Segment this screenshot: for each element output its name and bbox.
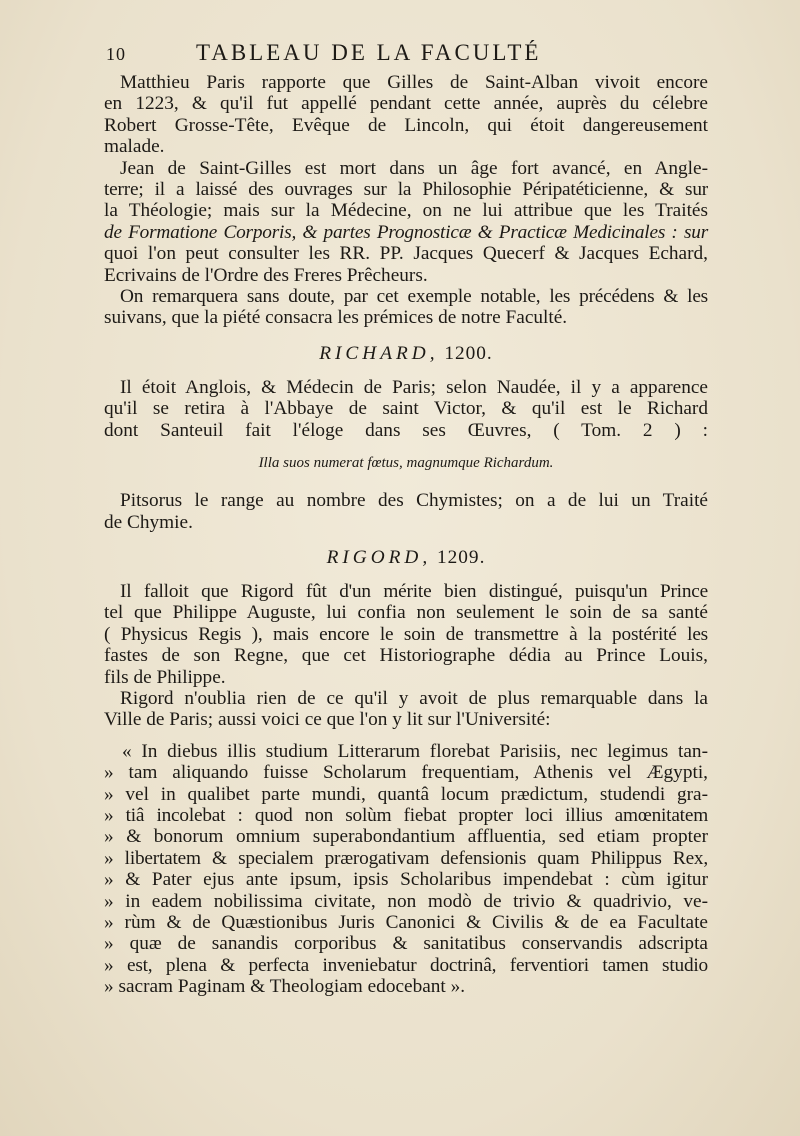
page-header bbox=[104, 40, 708, 70]
text-line: de Chymie. bbox=[104, 511, 193, 533]
quote-line: » & Pater ejus ante ipsum, ipsis Scholaribus impendebat : cùm igitur bbox=[104, 869, 708, 891]
running-title: TABLEAU DE LA FACULTÉ bbox=[196, 40, 542, 65]
quote-line: » libertatem & specialem prærogativam defensionis quam Philippus Rex, bbox=[104, 847, 708, 869]
text-line: Rigord n'oublia rien de ce qu'il y avoit de plus remarquable dans la bbox=[120, 687, 708, 709]
text-line: Il étoit Anglois, & Médecin de Paris; selon Naudée, il y a apparence bbox=[120, 376, 708, 398]
text-line: de Formatione Corporis, & partes Prognosticæ & Practicæ Medicinales : sur bbox=[104, 221, 708, 243]
quote-line: » rùm & de Quæstionibus Juris Canonici & Civilis & de ea Facultate bbox=[104, 912, 708, 933]
section-name: RICHARD, bbox=[319, 342, 439, 364]
section-year: 1200. bbox=[444, 342, 493, 364]
text-line: suivans, que la piété consacra les prémices de notre Faculté. bbox=[104, 307, 568, 329]
section-title-rigord bbox=[104, 547, 708, 569]
text-line: Matthieu Paris rapporte que Gilles de Saint-Alban vivoit encore bbox=[120, 72, 708, 93]
quote-line: » tiâ incolebat : quod non solùm fiebat propter loci illius amœnitatem bbox=[104, 804, 708, 826]
text-line: la Théologie; mais sur la Médecine, on ne lui attribue que les Traités bbox=[104, 200, 708, 222]
verse-quotation: Illa suos numerat fœtus, magnumque Richardum. bbox=[258, 455, 554, 472]
page-number: 10 bbox=[106, 44, 126, 64]
page-text-block bbox=[104, 40, 708, 998]
text-line: Jean de Saint-Gilles est mort dans un âge fort avancé, en Angle- bbox=[120, 157, 708, 179]
quote-line: » sacram Paginam & Theologiam edocebant ». bbox=[104, 976, 466, 998]
latin-quotation bbox=[104, 741, 708, 998]
text-line: en 1223, & qu'il fut appellé pendant cette année, auprès du célebre bbox=[104, 93, 708, 115]
quote-line: » vel in qualibet parte mundi, quantâ locum prædictum, studendi gra- bbox=[104, 783, 708, 805]
text-line: Ecrivains de l'Ordre des Freres Prêcheurs. bbox=[104, 264, 428, 286]
quote-line: » in eadem nobilissima civitate, non modò de trivio & quadrivio, ve- bbox=[104, 890, 708, 912]
text-line: Ville de Paris; aussi voici ce que l'on y lit sur l'Université: bbox=[104, 709, 551, 731]
paragraph-rigord-1 bbox=[104, 581, 708, 688]
paragraph-richard bbox=[104, 377, 708, 441]
text-line: fils de Philippe. bbox=[104, 666, 226, 688]
text-line: dont Santeuil fait l'éloge dans ses Œuvres, ( Tom. 2 ) : bbox=[104, 419, 708, 441]
text-line: Il falloit que Rigord fût d'un mérite bien distingué, puisqu'un Prince bbox=[120, 580, 708, 602]
paragraph-remarque bbox=[104, 286, 708, 329]
text-line: quoi l'on peut consulter les RR. PP. Jacques Quecerf & Jacques Echard, bbox=[104, 243, 708, 265]
quote-line: » tam aliquando fuisse Scholarum frequentiam, Athenis vel Ægypti, bbox=[104, 762, 708, 784]
section-title-richard bbox=[104, 343, 708, 365]
text-line: tel que Philippe Auguste, lui confia non seulement le soin de sa santé bbox=[104, 602, 708, 624]
section-year: 1209. bbox=[437, 546, 486, 568]
quote-line: » & bonorum omnium superabondantium affluentia, sed etiam propter bbox=[104, 826, 708, 848]
text-line: ( Physicus Regis ), mais encore le soin de transmettre à la postérité les bbox=[104, 623, 708, 645]
quote-line: » est, plena & perfecta inveniebatur doctrinâ, ferventiori tamen studio bbox=[104, 954, 708, 976]
text-line: Pitsorus le range au nombre des Chymistes; on a de lui un Traité bbox=[120, 490, 708, 512]
quote-line: » quæ de sanandis corporibus & sanitatibus conservandis adscripta bbox=[104, 933, 708, 955]
text-line: terre; il a laissé des ouvrages sur la Philosophie Péripatéticienne, & sur bbox=[104, 179, 708, 201]
text-line: qu'il se retira à l'Abbaye de saint Victor, & qu'il est le Richard bbox=[104, 398, 708, 420]
text-line: fastes de son Regne, que cet Historiographe dédia au Prince Louis, bbox=[104, 645, 708, 667]
paragraph-matthieu-paris bbox=[104, 72, 708, 158]
text-line: malade. bbox=[104, 136, 165, 158]
text-line: On remarquera sans doute, par cet exemple notable, les précédens & les bbox=[120, 286, 708, 308]
section-name: RIGORD, bbox=[326, 546, 432, 568]
paragraph-rigord-2 bbox=[104, 688, 708, 731]
quote-line: « In diebus illis studium Litterarum florebat Parisiis, nec legimus tan- bbox=[122, 740, 708, 762]
spacer bbox=[104, 731, 708, 741]
paragraph-jean-de-saint-gilles bbox=[104, 158, 708, 286]
text-line: Robert Grosse-Tête, Evêque de Lincoln, qui étoit dangereusement bbox=[104, 114, 708, 136]
paragraph-pitsorus bbox=[104, 490, 708, 533]
